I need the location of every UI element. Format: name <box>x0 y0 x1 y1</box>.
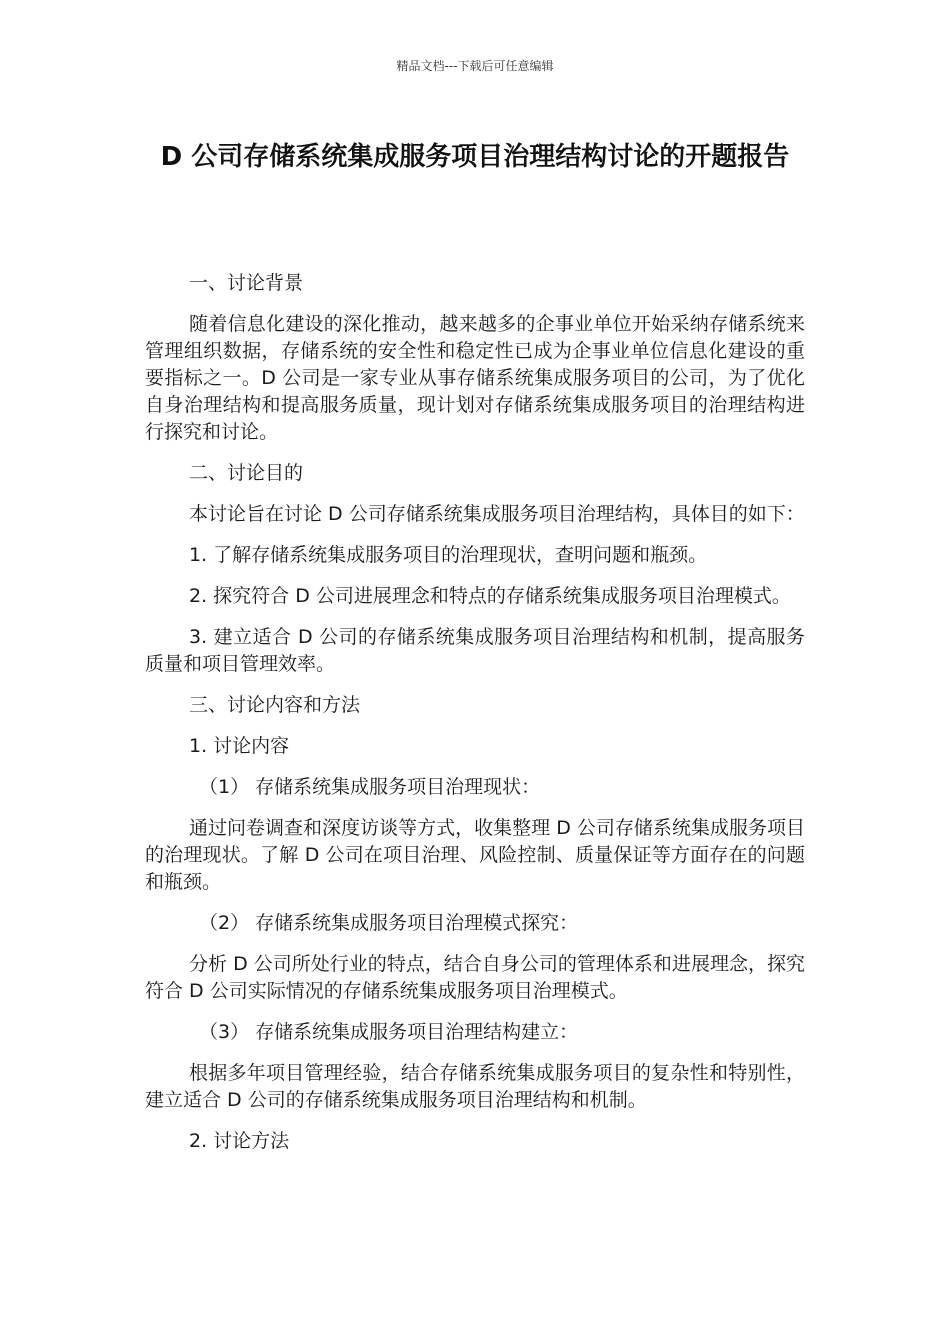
document-body <box>145 270 805 1169</box>
section-heading-background: 一、讨论背景 <box>189 272 304 294</box>
content-item-3-body: 根据多年项目管理经验，结合存储系统集成服务项目的复杂性和特别性，建立适合 D 公司的存储系统集成服务项目治理结构和机制。 <box>145 1062 805 1111</box>
content-item-2-heading: （2） 存储系统集成服务项目治理模式探究： <box>199 912 579 934</box>
subsection-heading-content: 1. 讨论内容 <box>189 735 290 757</box>
section-heading-purpose: 二、讨论目的 <box>189 462 304 484</box>
page-header: 精品文档---下载后可任意编辑 <box>396 59 554 73</box>
content-item-3-heading: （3） 存储系统集成服务项目治理结构建立： <box>199 1021 579 1043</box>
content-item-1-body: 通过问卷调查和深度访谈等方式，收集整理 D 公司存储系统集成服务项目的治理现状。了解 D 公司在项目治理、风险控制、质量保证等方面存在的问题和瓶颈。 <box>145 817 805 893</box>
subsection-heading-method: 2. 讨论方法 <box>189 1130 290 1152</box>
content-item-2-body: 分析 D 公司所处行业的特点，结合自身公司的管理体系和进展理念，探究符合 D 公司实际情况的存储系统集成服务项目治理模式。 <box>145 953 805 1002</box>
section-heading-content-method: 三、讨论内容和方法 <box>189 694 361 716</box>
purpose-item-2: 2. 探究符合 D 公司进展理念和特点的存储系统集成服务项目治理模式。 <box>189 585 791 607</box>
purpose-item-1: 1. 了解存储系统集成服务项目的治理现状，查明问题和瓶颈。 <box>189 544 708 566</box>
purpose-item-3: 3. 建立适合 D 公司的存储系统集成服务项目治理结构和机制，提高服务质量和项目管理效率。 <box>145 626 805 675</box>
document-title: D 公司存储系统集成服务项目治理结构讨论的开题报告 <box>160 142 790 172</box>
paragraph-background: 随着信息化建设的深化推动，越来越多的企事业单位开始采纳存储系统来管理组织数据，存储系统的安全性和稳定性已成为企事业单位信息化建设的重要指标之一。D 公司是一家专业从事存储系统集成服务项目的公司，为了优化自身治理结构和提高服务质量，现计划对存储系统集成服务项目的治理结构进行探究和讨论。 <box>145 313 805 443</box>
paragraph-purpose-intro: 本讨论旨在讨论 D 公司存储系统集成服务项目治理结构，具体目的如下： <box>189 503 805 525</box>
content-item-1-heading: （1） 存储系统集成服务项目治理现状： <box>199 776 541 798</box>
